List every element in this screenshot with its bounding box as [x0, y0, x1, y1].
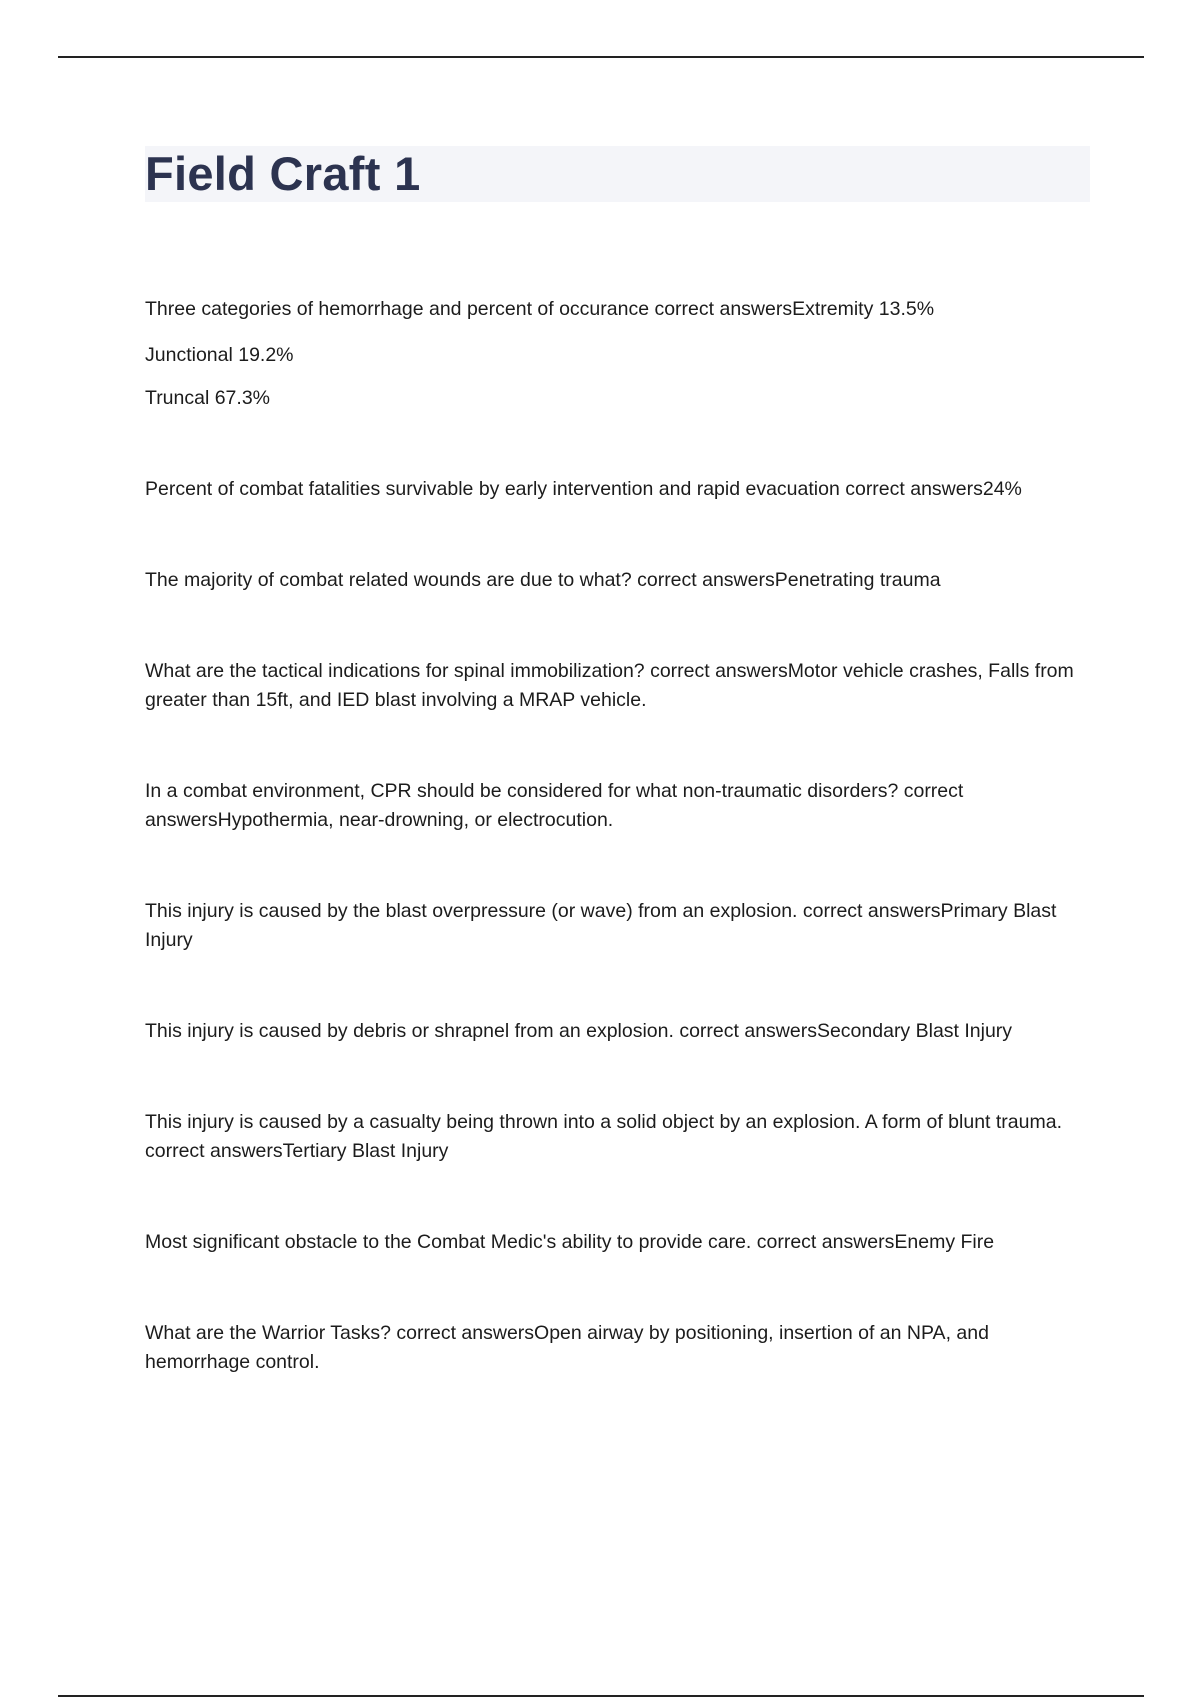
- qa-text: In a combat environment, CPR should be considered for what non-traumatic disorders? correct answersHypothermia, near-drowning, or electrocution.: [145, 780, 964, 831]
- qa-item-spinal: [145, 657, 1090, 715]
- qa-item-tertiary-blast: [145, 1108, 1090, 1166]
- title-band: [145, 146, 1090, 202]
- qa-text: Most significant obstacle to the Combat Medic's ability to provide care. correct answersEnemy Fire: [145, 1231, 995, 1253]
- qa-text: Percent of combat fatalities survivable by early intervention and rapid evacuation correct answers24%: [145, 478, 1022, 500]
- qa-sub-line: Truncal 67.3%: [145, 387, 271, 409]
- qa-item-warrior-tasks: [145, 1319, 1090, 1377]
- document-title: Field Craft 1: [145, 147, 421, 200]
- qa-text: Three categories of hemorrhage and percent of occurance correct answersExtremity 13.5%: [145, 298, 935, 320]
- qa-text: What are the Warrior Tasks? correct answersOpen airway by positioning, insertion of an NPA, and hemorrhage control.: [145, 1322, 989, 1373]
- bottom-rule: [58, 1695, 1144, 1697]
- qa-item-survivable: [145, 475, 1090, 504]
- qa-sub-line: Junctional 19.2%: [145, 344, 294, 366]
- qa-item-cpr: [145, 777, 1090, 835]
- qa-text: This injury is caused by a casualty being thrown into a solid object by an explosion. A form of blunt trauma. correct answersTertiary Blast Injury: [145, 1111, 1062, 1162]
- qa-list: [145, 295, 1090, 1377]
- qa-item-secondary-blast: [145, 1017, 1090, 1046]
- qa-item-primary-blast: [145, 897, 1090, 955]
- qa-text: What are the tactical indications for spinal immobilization? correct answersMotor vehicle crashes, Falls from greater than 15ft, and IED blast involving a MRAP vehicle.: [145, 660, 1074, 711]
- document-page: [145, 146, 1090, 1439]
- qa-text: The majority of combat related wounds are due to what? correct answersPenetrating trauma: [145, 569, 941, 591]
- qa-text: This injury is caused by debris or shrapnel from an explosion. correct answersSecondary Blast Injury: [145, 1020, 1013, 1042]
- qa-item-obstacle: [145, 1228, 1090, 1257]
- qa-item-wounds: [145, 566, 1090, 595]
- top-rule: [58, 56, 1144, 58]
- qa-text: This injury is caused by the blast overpressure (or wave) from an explosion. correct answersPrimary Blast Injury: [145, 900, 1057, 951]
- qa-item-hemorrhage: [145, 295, 1090, 413]
